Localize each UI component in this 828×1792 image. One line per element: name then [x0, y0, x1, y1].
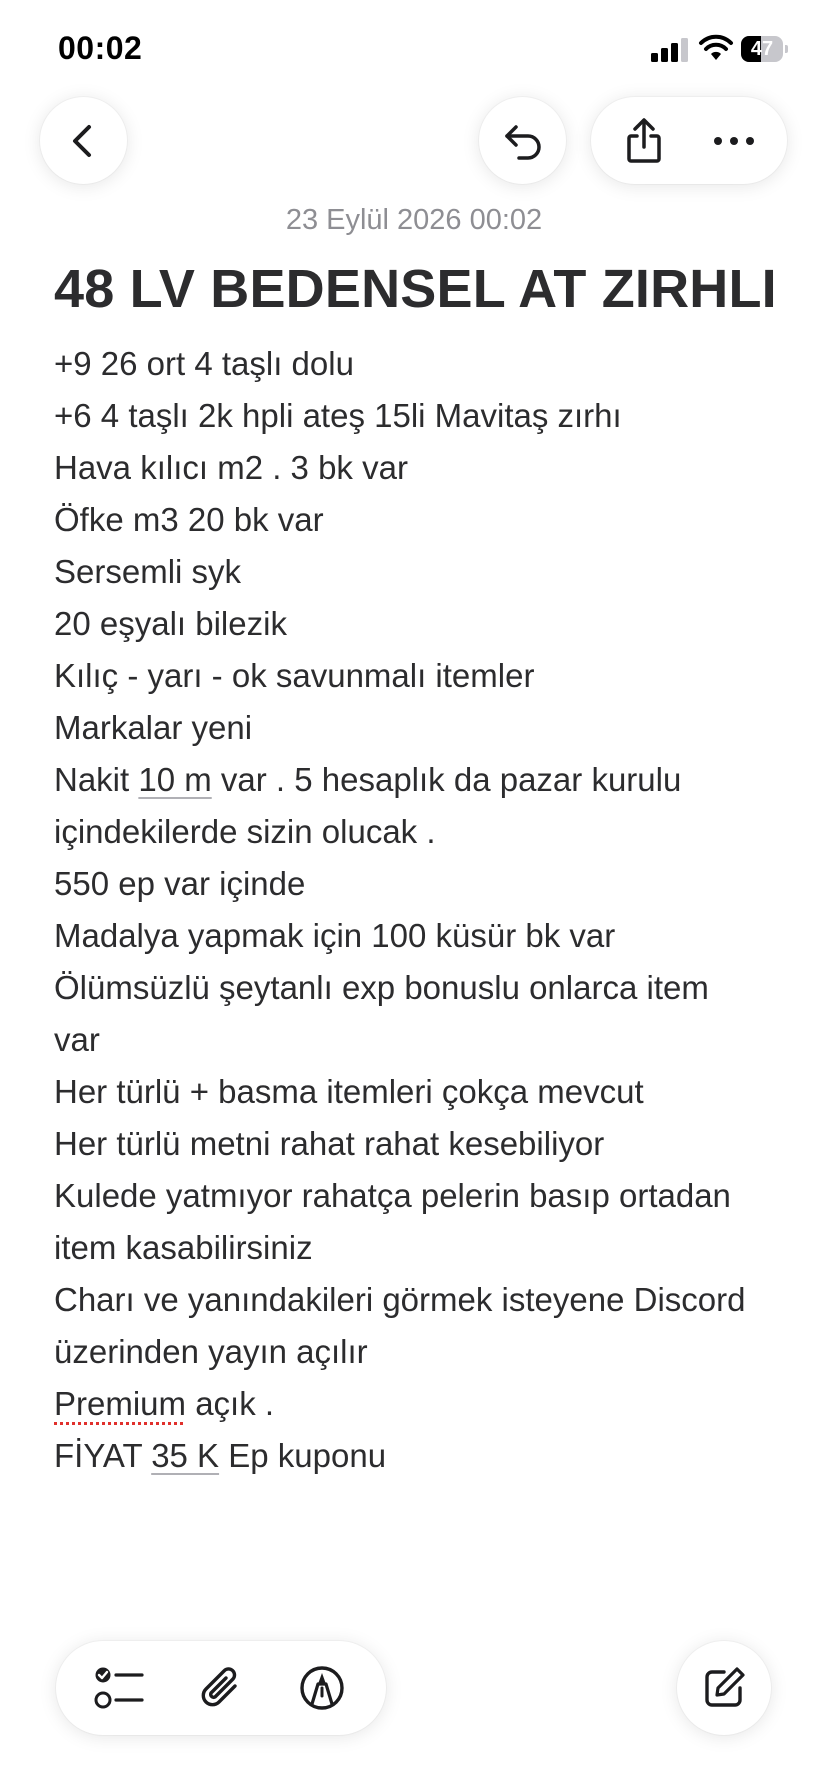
note-line: Hava kılıcı m2 . 3 bk var [54, 449, 408, 486]
battery-percent: 47 [750, 38, 774, 60]
status-bar [0, 0, 828, 96]
detected-data-link: 35 K [151, 1437, 220, 1474]
cellular-signal-icon [651, 38, 689, 62]
detected-data-link: 10 m [138, 761, 212, 798]
note-title[interactable]: 48 LV BEDENSEL AT ZIRHLI [54, 259, 777, 319]
back-button[interactable] [40, 97, 127, 184]
share-icon[interactable] [616, 113, 672, 169]
note-line: Kılıç - yarı - ok savunmalı itemler [54, 657, 535, 694]
note-line [54, 1378, 784, 1430]
note-line: Öfke m3 20 bk var [54, 501, 324, 538]
note-text: Ep kuponu [219, 1437, 387, 1474]
ellipsis-icon[interactable] [706, 113, 762, 169]
markup-pen-icon[interactable] [294, 1660, 350, 1716]
compose-icon [696, 1660, 752, 1716]
misspelled-word: Premium [54, 1385, 187, 1422]
status-time: 00:02 [58, 30, 143, 66]
note-line: Sersemli syk [54, 553, 242, 590]
note-line: üzerinden yayın açılır [54, 1333, 368, 1370]
note-body[interactable] [54, 338, 784, 1482]
note-text: var . 5 hesaplık da pazar kurulu [211, 761, 682, 798]
note-line [54, 1430, 784, 1482]
chevron-left-icon [56, 113, 112, 169]
note-line: 550 ep var içinde [54, 865, 306, 902]
bottom-toolbar [56, 1641, 386, 1735]
checklist-icon[interactable] [92, 1660, 148, 1716]
note-date: 23 Eylül 2026 00:02 [285, 204, 543, 236]
paperclip-icon[interactable] [193, 1660, 249, 1716]
note-line [54, 754, 784, 806]
note-text: FİYAT [54, 1437, 152, 1474]
note-line: içindekilerde sizin olucak . [54, 813, 436, 850]
wifi-icon [698, 34, 734, 62]
note-line: +6 4 taşlı 2k hpli ateş 15li Mavitaş zırhı [54, 397, 622, 434]
battery-icon [741, 36, 787, 62]
note-text: açık . [186, 1385, 275, 1422]
note-line: Ölümsüzlü şeytanlı exp bonuslu onlarca item [54, 969, 709, 1006]
note-line: var [54, 1021, 100, 1058]
note-line: Her türlü metni rahat rahat kesebiliyor [54, 1125, 605, 1162]
note-line: Charı ve yanındakileri görmek isteyene Discord [54, 1281, 746, 1318]
note-line: Her türlü + basma itemleri çokça mevcut [54, 1073, 644, 1110]
compose-button[interactable] [677, 1641, 771, 1735]
note-line: Kulede yatmıyor rahatça pelerin basıp ortadan [54, 1177, 731, 1214]
undo-button[interactable] [479, 97, 566, 184]
note-line: item kasabilirsiniz [54, 1229, 313, 1266]
note-line: +9 26 ort 4 taşlı dolu [54, 345, 354, 382]
note-text: Nakit [54, 761, 139, 798]
note-line: 20 eşyalı bilezik [54, 605, 287, 642]
note-line: Madalya yapmak için 100 küsür bk var [54, 917, 616, 954]
share-more-group [591, 97, 787, 184]
note-line: Markalar yeni [54, 709, 253, 746]
undo-icon [495, 113, 551, 169]
